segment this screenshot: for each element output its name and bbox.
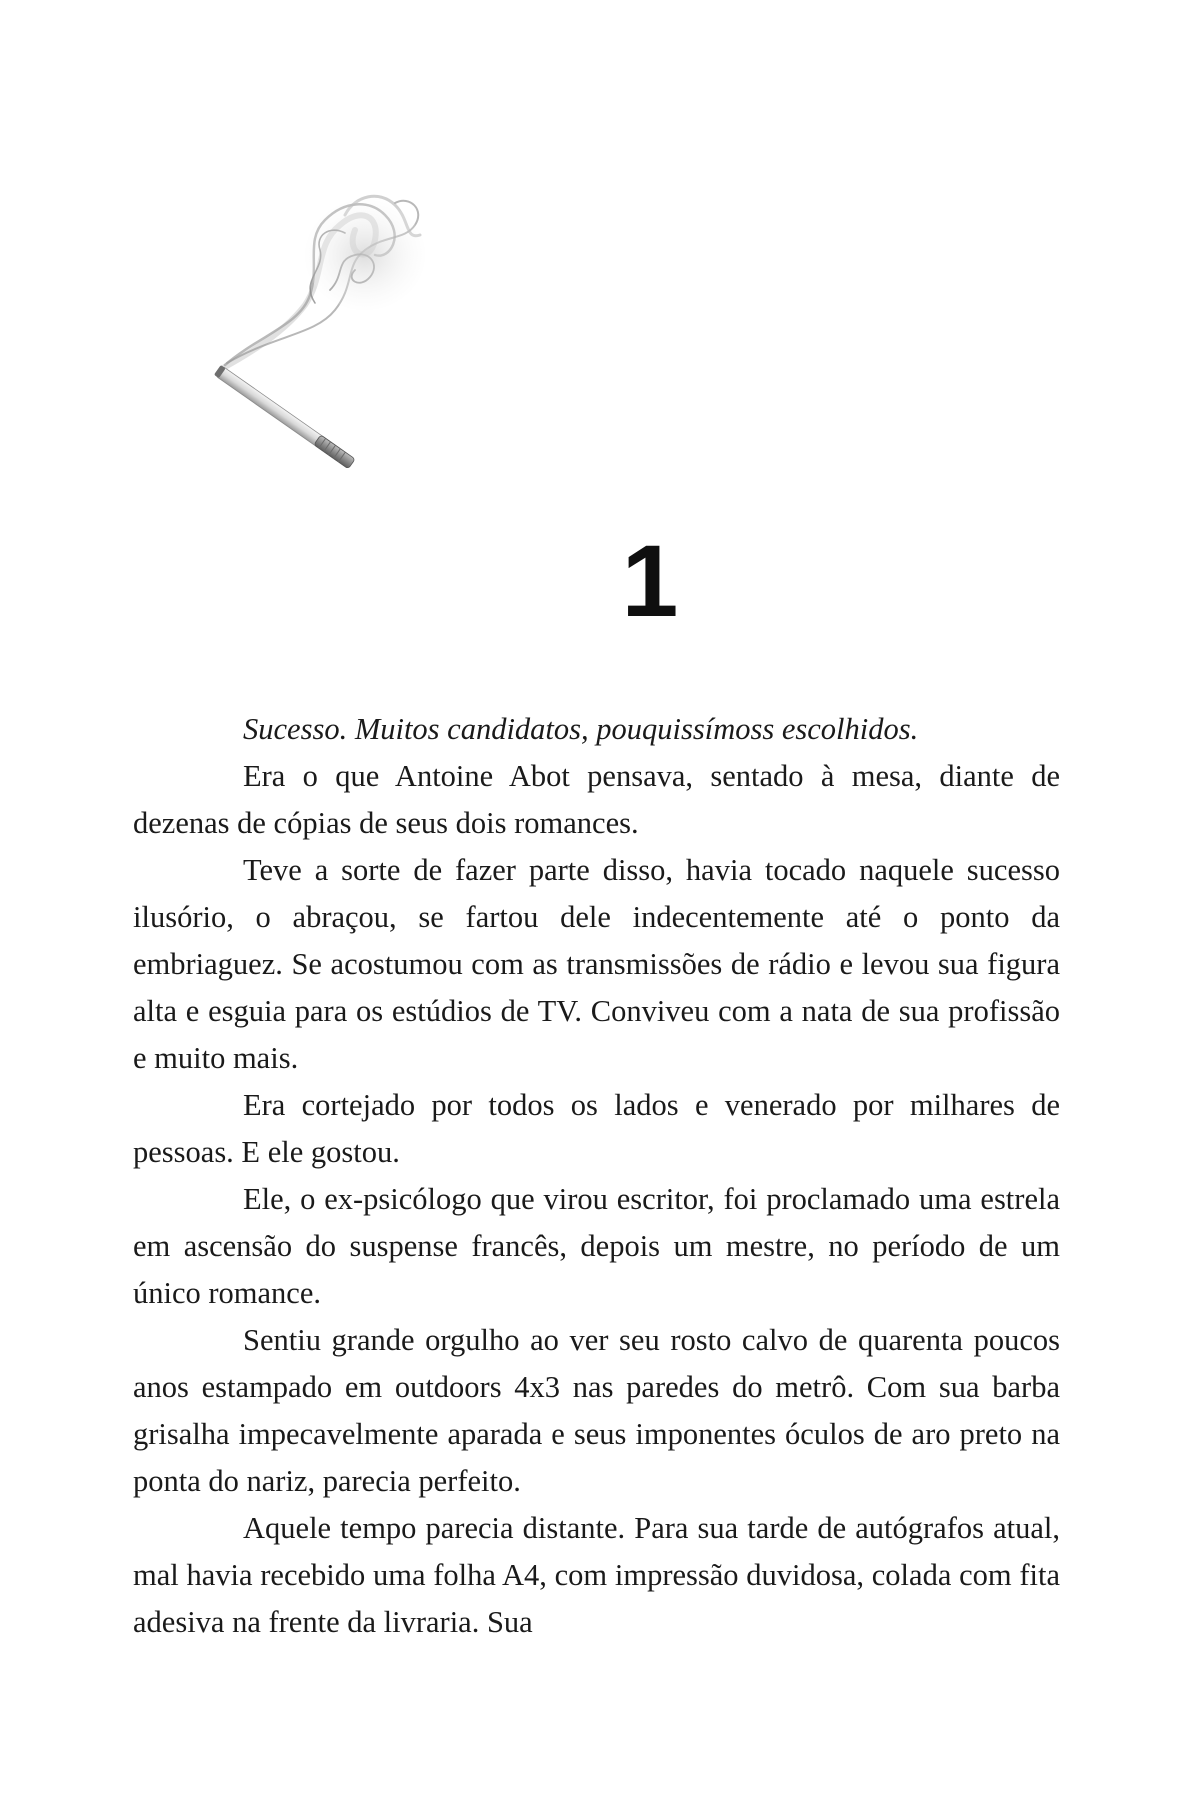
paragraph: Aquele tempo parecia distante. Para sua tarde de autógrafos atual, mal havia recebido uma folha A4, com impressão duvidosa, colada com fita adesiva na frente da livraria. Sua — [133, 1511, 1060, 1639]
paragraph: Era cortejado por todos os lados e venerado por milhares de pessoas. E ele gostou. — [133, 1088, 1060, 1169]
chapter-body — [133, 706, 1060, 1646]
paragraph: Era o que Antoine Abot pensava, sentado à mesa, diante de dezenas de cópias de seus dois romances. — [133, 759, 1060, 840]
chapter-number: 1 — [621, 524, 679, 638]
smoking-cigarette-icon — [205, 185, 525, 485]
smoke-plume — [223, 196, 425, 368]
cigarette — [214, 365, 355, 469]
paragraph: Sentiu grande orgulho ao ver seu rosto calvo de quarenta poucos anos estampado em outdoors 4x3 nas paredes do metrô. Com sua barba grisalha impecavelmente aparada e seus imponentes óculos de aro preto na ponta do nariz, parecia perfeito. — [133, 1323, 1060, 1498]
paragraph: Ele, o ex-psicólogo que virou escritor, foi proclamado uma estrela em ascensão do suspense francês, depois um mestre, no período de um único romance. — [133, 1182, 1060, 1310]
epigraph: Sucesso. Muitos candidatos, pouquissímoss escolhidos. — [243, 712, 919, 746]
paragraph: Teve a sorte de fazer parte disso, havia tocado naquele sucesso ilusório, o abraçou, se fartou dele indecentemente até o ponto da embriaguez. Se acostumou com as transmissões de rádio e levou sua figura alta e esguia para os estúdios de TV. Conviveu com a nata de sua profissão e muito mais. — [133, 853, 1060, 1075]
